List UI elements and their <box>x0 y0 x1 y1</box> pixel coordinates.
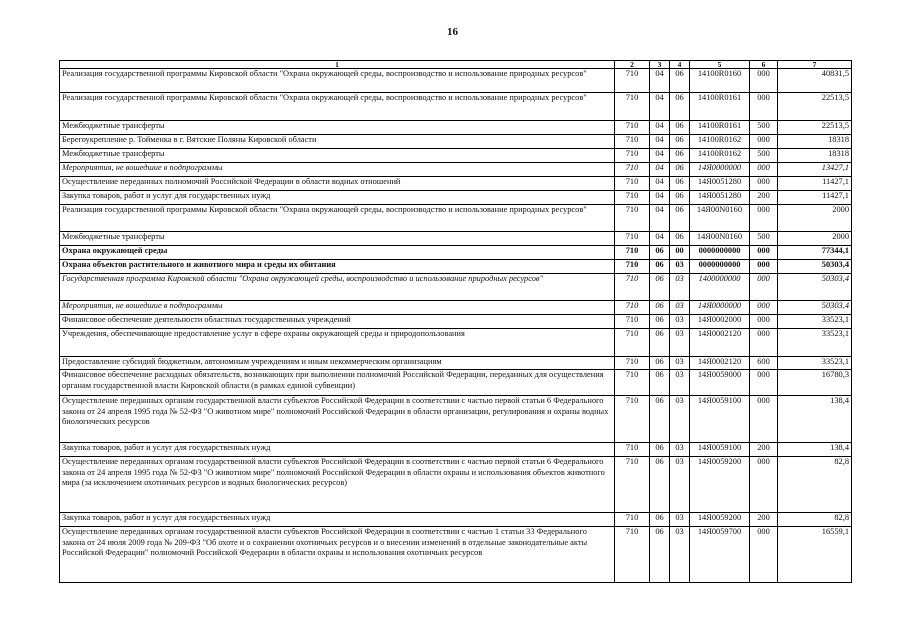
row-ministry-code: 710 <box>615 205 650 232</box>
row-description: Реализация государственной программы Кировской области "Охрана окружающей среды, воспроизводство и использование природных ресурсов" <box>60 93 615 121</box>
row-ministry-code: 710 <box>615 315 650 329</box>
row-target-code: 14100R0161 <box>690 93 750 121</box>
row-ministry-code: 710 <box>615 191 650 205</box>
row-ministry-code: 710 <box>615 69 650 93</box>
row-amount: 13427,1 <box>778 163 852 177</box>
row-amount: 16780,3 <box>778 370 852 396</box>
row-ministry-code: 710 <box>615 135 650 149</box>
row-subsection-code: 00 <box>670 246 690 260</box>
row-section-code: 06 <box>650 357 670 370</box>
row-subsection-code: 06 <box>670 163 690 177</box>
row-subsection-code: 06 <box>670 205 690 232</box>
row-expense-type: 000 <box>750 177 778 191</box>
table-row <box>60 274 852 301</box>
row-description: Межбюджетные трансферты <box>60 232 615 246</box>
row-ministry-code: 710 <box>615 93 650 121</box>
col-header: 3 <box>650 61 670 69</box>
row-amount: 33523,1 <box>778 357 852 370</box>
col-header: 1 <box>60 61 615 69</box>
row-ministry-code: 710 <box>615 357 650 370</box>
col-header: 2 <box>615 61 650 69</box>
row-amount: 2000 <box>778 205 852 232</box>
table-row <box>60 163 852 177</box>
row-section-code: 06 <box>650 329 670 357</box>
table-row <box>60 93 852 121</box>
row-subsection-code: 06 <box>670 149 690 163</box>
col-header: 7 <box>778 61 852 69</box>
row-expense-type: 000 <box>750 315 778 329</box>
row-expense-type: 000 <box>750 69 778 93</box>
row-description: Реализация государственной программы Кировской области "Охрана окружающей среды, воспроизводство и использование природных ресурсов" <box>60 69 615 93</box>
row-amount: 82,8 <box>778 457 852 513</box>
row-ministry-code: 710 <box>615 274 650 301</box>
row-section-code: 04 <box>650 121 670 135</box>
row-subsection-code: 03 <box>670 260 690 274</box>
row-expense-type: 600 <box>750 357 778 370</box>
header-row <box>60 61 852 69</box>
row-section-code: 06 <box>650 370 670 396</box>
table-row <box>60 315 852 329</box>
row-subsection-code: 06 <box>670 121 690 135</box>
row-subsection-code: 03 <box>670 315 690 329</box>
row-target-code: 0000000000 <box>690 260 750 274</box>
row-ministry-code: 710 <box>615 232 650 246</box>
table-row <box>60 246 852 260</box>
row-amount: 22513,5 <box>778 121 852 135</box>
row-description: Учреждения, обеспечивающие предоставление услуг в сфере охраны окружающей среды и природопользования <box>60 329 615 357</box>
row-amount: 40831,5 <box>778 69 852 93</box>
row-description: Мероприятия, не вошедшие в подпрограммы <box>60 301 615 315</box>
row-section-code: 04 <box>650 149 670 163</box>
row-subsection-code: 03 <box>670 396 690 443</box>
row-subsection-code: 03 <box>670 357 690 370</box>
row-expense-type: 000 <box>750 396 778 443</box>
row-section-code: 06 <box>650 246 670 260</box>
row-description: Берегоукрепление р. Тойменка в г. Вятские Поляны Кировской области <box>60 135 615 149</box>
row-description: Межбюджетные трансферты <box>60 121 615 135</box>
table-row <box>60 443 852 457</box>
budget-table <box>59 60 852 583</box>
row-target-code: 1400000000 <box>690 274 750 301</box>
row-ministry-code: 710 <box>615 513 650 527</box>
row-ministry-code: 710 <box>615 527 650 583</box>
row-target-code: 14Я0002120 <box>690 329 750 357</box>
row-section-code: 04 <box>650 205 670 232</box>
row-subsection-code: 06 <box>670 135 690 149</box>
row-target-code: 14Я0000000 <box>690 163 750 177</box>
row-expense-type: 000 <box>750 457 778 513</box>
row-section-code: 06 <box>650 527 670 583</box>
row-expense-type: 000 <box>750 329 778 357</box>
row-subsection-code: 06 <box>670 232 690 246</box>
row-amount: 18318 <box>778 135 852 149</box>
table-row <box>60 513 852 527</box>
row-target-code: 14100R0162 <box>690 135 750 149</box>
row-section-code: 06 <box>650 301 670 315</box>
table-row <box>60 457 852 513</box>
row-description: Осуществление переданных органам государственной власти субъектов Российской Федерации в соответствии с частью первой статьи 6 Федерального закона от 24 апреля 1995 года № 52-ФЗ "О животном мире" полномочий Российской Федерации в области организации, регулирования и охраны водных биологических ресурсов <box>60 396 615 443</box>
row-amount: 22513,5 <box>778 93 852 121</box>
row-ministry-code: 710 <box>615 260 650 274</box>
row-section-code: 04 <box>650 177 670 191</box>
page-number: 16 <box>447 26 458 38</box>
row-description: Реализация государственной программы Кировской области "Охрана окружающей среды, воспроизводство и использование природных ресурсов" <box>60 205 615 232</box>
row-section-code: 04 <box>650 69 670 93</box>
table-row <box>60 191 852 205</box>
row-amount: 50303,4 <box>778 260 852 274</box>
row-subsection-code: 06 <box>670 191 690 205</box>
row-target-code: 14Я00N0160 <box>690 232 750 246</box>
row-ministry-code: 710 <box>615 457 650 513</box>
table-row <box>60 370 852 396</box>
row-expense-type: 000 <box>750 163 778 177</box>
row-ministry-code: 710 <box>615 443 650 457</box>
row-description: Межбюджетные трансферты <box>60 149 615 163</box>
row-section-code: 04 <box>650 232 670 246</box>
row-ministry-code: 710 <box>615 370 650 396</box>
row-expense-type: 000 <box>750 260 778 274</box>
row-target-code: 14Я0059200 <box>690 457 750 513</box>
table-row <box>60 260 852 274</box>
table-row <box>60 177 852 191</box>
row-expense-type: 000 <box>750 301 778 315</box>
row-section-code: 04 <box>650 93 670 121</box>
row-target-code: 14Я00N0160 <box>690 205 750 232</box>
row-ministry-code: 710 <box>615 121 650 135</box>
row-amount: 18318 <box>778 149 852 163</box>
row-amount: 11427,1 <box>778 191 852 205</box>
row-amount: 77344,1 <box>778 246 852 260</box>
row-description: Осуществление переданных органам государственной власти субъектов Российской Федерации в соответствии с частью 1 статьи 33 Федерального закона от 24 июля 2009 года № 209-ФЗ "Об охоте и о сохранении охотничьих ресурсов и о внесении изменений в отдельные законодательные акты Российской Федерации" полномочий Российской Федерации в области охраны и использования охотничьих ресурсов <box>60 527 615 583</box>
row-target-code: 14Я0051280 <box>690 191 750 205</box>
row-section-code: 06 <box>650 443 670 457</box>
row-subsection-code: 03 <box>670 301 690 315</box>
row-expense-type: 200 <box>750 191 778 205</box>
row-ministry-code: 710 <box>615 246 650 260</box>
row-amount: 11427,1 <box>778 177 852 191</box>
row-section-code: 06 <box>650 457 670 513</box>
row-expense-type: 000 <box>750 527 778 583</box>
table-row <box>60 232 852 246</box>
row-description: Финансовое обеспечение деятельности областных государственных учреждений <box>60 315 615 329</box>
row-description: Мероприятия, не вошедшие в подпрограммы <box>60 163 615 177</box>
table-row <box>60 135 852 149</box>
row-section-code: 06 <box>650 396 670 443</box>
table-row <box>60 329 852 357</box>
row-target-code: 14Я0002120 <box>690 357 750 370</box>
row-expense-type: 000 <box>750 205 778 232</box>
row-target-code: 14Я0000000 <box>690 301 750 315</box>
row-amount: 50303,4 <box>778 301 852 315</box>
row-subsection-code: 03 <box>670 513 690 527</box>
row-ministry-code: 710 <box>615 149 650 163</box>
row-subsection-code: 03 <box>670 527 690 583</box>
row-section-code: 04 <box>650 135 670 149</box>
col-header: 4 <box>670 61 690 69</box>
row-expense-type: 000 <box>750 135 778 149</box>
row-target-code: 14Я0059700 <box>690 527 750 583</box>
row-description: Закупка товаров, работ и услуг для государственных нужд <box>60 191 615 205</box>
row-subsection-code: 06 <box>670 69 690 93</box>
row-description: Предоставление субсидий бюджетным, автономным учреждениям и иным некоммерческим организациям <box>60 357 615 370</box>
row-amount: 50303,4 <box>778 274 852 301</box>
row-expense-type: 200 <box>750 443 778 457</box>
row-expense-type: 500 <box>750 149 778 163</box>
row-description: Охрана окружающей среды <box>60 246 615 260</box>
table-row <box>60 121 852 135</box>
table-row <box>60 69 852 93</box>
row-ministry-code: 710 <box>615 177 650 191</box>
row-section-code: 06 <box>650 513 670 527</box>
row-target-code: 14100R0162 <box>690 149 750 163</box>
row-expense-type: 000 <box>750 93 778 121</box>
row-target-code: 0000000000 <box>690 246 750 260</box>
row-target-code: 14100R0161 <box>690 121 750 135</box>
row-amount: 16559,1 <box>778 527 852 583</box>
row-subsection-code: 03 <box>670 457 690 513</box>
row-target-code: 14Я0059000 <box>690 370 750 396</box>
row-section-code: 04 <box>650 163 670 177</box>
row-description: Осуществление переданных полномочий Российской Федерации в области водных отношений <box>60 177 615 191</box>
row-expense-type: 500 <box>750 232 778 246</box>
row-description: Государственная программа Кировской области "Охрана окружающей среды, воспроизводство и использование природных ресурсов" <box>60 274 615 301</box>
row-target-code: 14Я0059100 <box>690 443 750 457</box>
row-amount: 33523,1 <box>778 329 852 357</box>
row-amount: 138,4 <box>778 396 852 443</box>
table-row <box>60 527 852 583</box>
row-expense-type: 200 <box>750 513 778 527</box>
table-row <box>60 396 852 443</box>
row-ministry-code: 710 <box>615 396 650 443</box>
row-description: Закупка товаров, работ и услуг для государственных нужд <box>60 513 615 527</box>
row-ministry-code: 710 <box>615 301 650 315</box>
row-subsection-code: 03 <box>670 274 690 301</box>
table-row <box>60 205 852 232</box>
row-section-code: 06 <box>650 274 670 301</box>
row-description: Осуществление переданных органам государственной власти субъектов Российской Федерации в соответствии с частью первой статьи 6 Федерального закона от 24 апреля 1995 года № 52-ФЗ "О животном мире" полномочий Российской Федерации в области охраны и использования объектов животного мира (за исключением охотничьих ресурсов и водных биологических ресурсов) <box>60 457 615 513</box>
row-expense-type: 000 <box>750 370 778 396</box>
row-description: Финансовое обеспечение расходных обязательств, возникающих при выполнении полномочий Российской Федерации, переданных для осуществления органам государственной власти Кировской области (в рамках единой субвенции) <box>60 370 615 396</box>
row-subsection-code: 03 <box>670 329 690 357</box>
row-target-code: 14Я0059100 <box>690 396 750 443</box>
row-expense-type: 000 <box>750 274 778 301</box>
table-row <box>60 357 852 370</box>
row-target-code: 14Я0051280 <box>690 177 750 191</box>
row-subsection-code: 06 <box>670 93 690 121</box>
row-ministry-code: 710 <box>615 163 650 177</box>
col-header: 6 <box>750 61 778 69</box>
row-expense-type: 500 <box>750 121 778 135</box>
row-section-code: 06 <box>650 315 670 329</box>
row-amount: 82,8 <box>778 513 852 527</box>
row-subsection-code: 03 <box>670 370 690 396</box>
row-ministry-code: 710 <box>615 329 650 357</box>
row-subsection-code: 03 <box>670 443 690 457</box>
row-section-code: 04 <box>650 191 670 205</box>
row-target-code: 14100R0160 <box>690 69 750 93</box>
row-target-code: 14Я0059200 <box>690 513 750 527</box>
row-description: Закупка товаров, работ и услуг для государственных нужд <box>60 443 615 457</box>
row-subsection-code: 06 <box>670 177 690 191</box>
row-amount: 33523,1 <box>778 315 852 329</box>
row-expense-type: 000 <box>750 246 778 260</box>
col-header: 5 <box>690 61 750 69</box>
row-amount: 138,4 <box>778 443 852 457</box>
row-amount: 2000 <box>778 232 852 246</box>
row-section-code: 06 <box>650 260 670 274</box>
row-target-code: 14Я0002000 <box>690 315 750 329</box>
table-row <box>60 301 852 315</box>
row-description: Охрана объектов растительного и животного мира и среды их обитания <box>60 260 615 274</box>
table-row <box>60 149 852 163</box>
